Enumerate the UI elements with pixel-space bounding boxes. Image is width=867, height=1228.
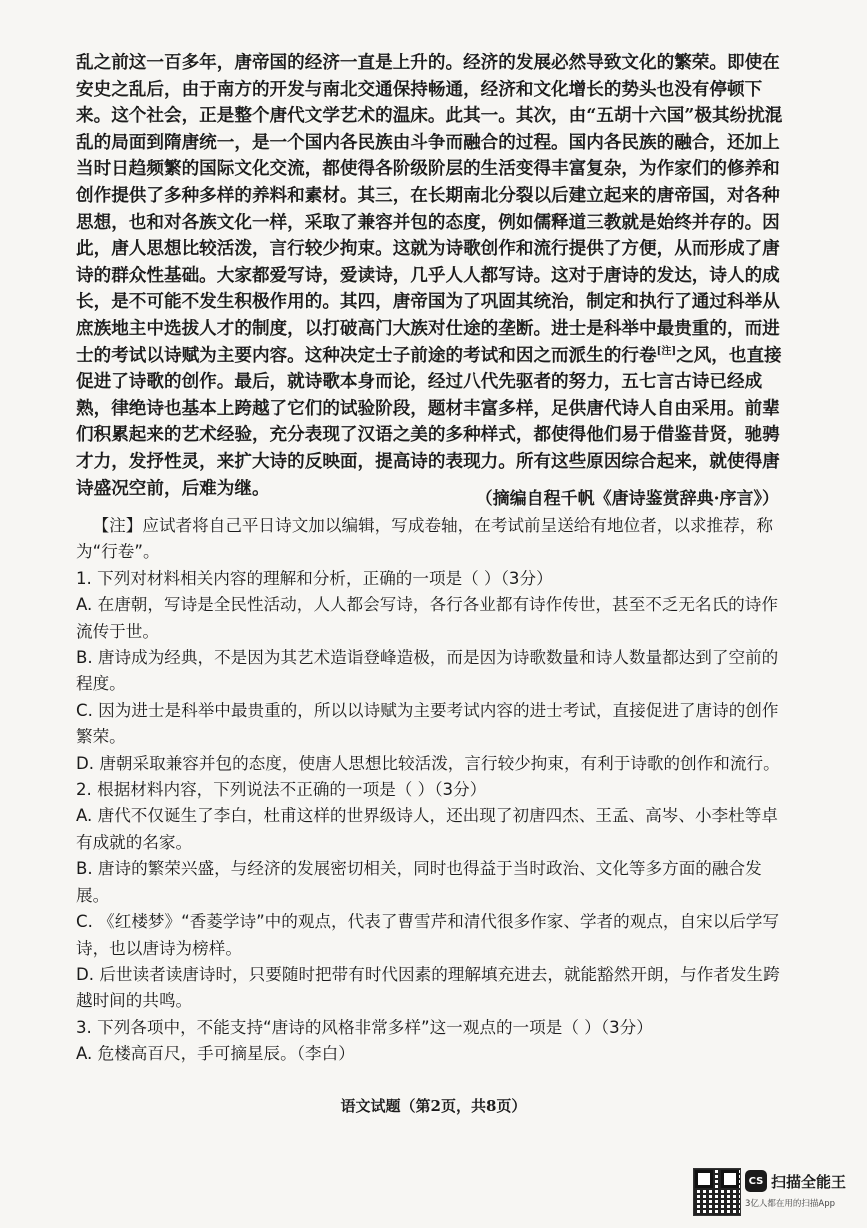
question-2-option-d: D. 后世读者读唐诗时，只要随时把带有时代因素的理解填充进去，就能豁然开朗，与作者发生跨越时间的共鸣。 — [76, 964, 780, 1011]
questions-section — [76, 513, 792, 1068]
scanner-watermark — [693, 1168, 861, 1222]
question-1-option-d: D. 唐朝采取兼容并包的态度，使唐人思想比较活泼，言行较少拘束，有利于诗歌的创作和流行。 — [76, 753, 780, 773]
camscanner-logo-icon: CS — [745, 1170, 767, 1192]
question-1-option-c: C. 因为进士是科举中最贵重的，所以以诗赋为主要考试内容的进士考试，直接促进了唐诗的创作繁荣。 — [76, 700, 779, 747]
passage-text-continued: 之风，也直接促进了诗歌的创作。最后，就诗歌本身而论，经过八代先驱者的努力，五七言古诗已经成熟，律绝诗也基本上跨越了它们的试验阶段，题材丰富多样，足供唐代诗人自由采用。前辈们积累起来的艺术经验，充分表现了汉语之美的多种样式，都使得他们易于借鉴昔贤，驰骋才力，发抒性灵，来扩大诗的反映面，提高诗的表现力。所有这些原因综合起来，就使得唐诗盛况空前，后难为继。 — [76, 344, 782, 499]
note-marker: [注] — [656, 345, 677, 357]
question-2-option-b: B. 唐诗的繁荣兴盛，与经济的发展密切相关，同时也得益于当时政治、文化等多方面的融合发展。 — [76, 859, 762, 905]
passage-paragraph — [76, 50, 792, 502]
question-1-option-a: A. 在唐朝，写诗是全民性活动，人人都会写诗，各行各业都有诗作传世，甚至不乏无名氏的诗作流传于世。 — [76, 595, 778, 641]
question-2-option-a: A. 唐代不仅诞生了李白，杜甫这样的世界级诗人，还出现了初唐四杰、王孟、高岑、小李杜等卓有成就的名家。 — [76, 806, 778, 852]
passage-text: 乱之前这一百多年，唐帝国的经济一直是上升的。经济的发展必然导致文化的繁荣。即使在安史之乱后，由于南方的开发与南北交通保持畅通，经济和文化增长的势头也没有停顿下来。这个社会，正是整个唐代文学艺术的温床。此其一。其次，由“五胡十六国”极其纷扰混乱的局面到隋唐统一，是一个国内各民族由斗争而融合的过程。国内各民族的融合，还加上当时日趋频繁的国际文化交流，都使得各阶级阶层的生活变得丰富复杂，为作家们的修养和创作提供了多种多样的养料和素材。其三，在长期南北分裂以后建立起来的唐帝国，对各种思想，也和对各族文化一样，采取了兼容并包的态度，例如儒释道三教就是始终并存的。因此，唐人思想比较活泼，言行较少拘束。这就为诗歌创作和流行提供了方便，从而形成了唐诗的群众性基础。大家都爱写诗，爱读诗，几乎人人都写诗。这对于唐诗的发达，诗人的成长，是不可能不发生积极作用的。其四，唐帝国为了巩固其统治，制定和执行了通过科举从庶族地主中选拔人才的制度，以打破高门大族对仕途的垄断。进士是科举中最贵重的，而进士的考试以诗赋为主要内容。这种决定士子前途的考试和因之而派生的行卷 — [76, 52, 783, 366]
passage-source: （摘编自程千帆《唐诗鉴赏辞典·序言》） — [475, 489, 779, 509]
scanner-app-name: 扫描全能王 — [771, 1173, 847, 1191]
question-3-option-a: A. 危楼高百尺，手可摘星辰。（李白） — [76, 1044, 355, 1064]
question-1-option-b: B. 唐诗成为经典，不是因为其艺术造诣登峰造极，而是因为诗歌数量和诗人数量都达到了空前的程度。 — [76, 648, 779, 694]
question-2-option-c: C. 《红楼梦》“香菱学诗”中的观点，代表了曹雪芹和清代很多作家、学者的观点，自宋以后学写诗，也以唐诗为榜样。 — [76, 912, 780, 958]
question-1-stem: 1. 下列对材料相关内容的理解和分析，正确的一项是（ ）（3分） — [76, 568, 553, 588]
footnote: 【注】应试者将自己平日诗文加以编辑，写成卷轴，在考试前呈送给有地位者，以求推荐，称为“行卷”。 — [76, 516, 773, 562]
scanner-tagline: 3亿人都在用的扫描App — [745, 1199, 836, 1209]
qr-code-icon — [693, 1168, 741, 1216]
question-2-stem: 2. 根据材料内容，下列说法不正确的一项是（ ）（3分） — [76, 780, 487, 800]
reading-passage — [76, 50, 792, 502]
page-footer: 语文试题（第2页，共8页） — [340, 1097, 527, 1115]
question-3-stem: 3. 下列各项中，不能支持“唐诗的风格非常多样”这一观点的一项是（ ）（3分） — [76, 1017, 653, 1037]
